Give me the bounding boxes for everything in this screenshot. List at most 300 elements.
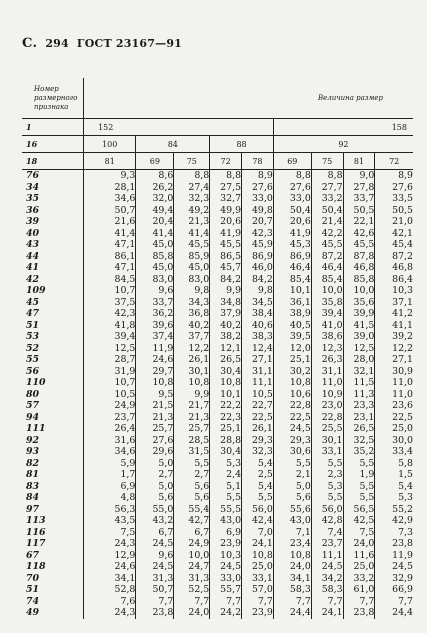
table-row xyxy=(22,435,413,447)
cell: 52,8 xyxy=(84,584,136,596)
row-16 xyxy=(22,136,413,153)
cell: 40,2 xyxy=(210,320,242,332)
cell: 42,5 xyxy=(343,515,375,527)
cell: 21,3 xyxy=(174,216,210,228)
cell: 12,5 xyxy=(343,343,375,355)
header-title: Величина размер xyxy=(84,78,413,119)
cell: 30,4 xyxy=(210,446,242,458)
cell: 46,8 xyxy=(392,262,413,273)
cell: 12,3 xyxy=(311,343,343,355)
cell: 22,3 xyxy=(210,412,242,424)
cell: 21,4 xyxy=(311,216,343,228)
cell: 31,9 xyxy=(84,366,136,378)
cell: 88 xyxy=(210,136,274,153)
cell: 32,9 xyxy=(392,572,413,584)
cell: 12,2 xyxy=(174,343,210,355)
cell: 33,2 xyxy=(311,193,343,205)
cell: 32,1 xyxy=(343,366,375,378)
cell: 83,0 xyxy=(136,274,174,286)
header-label: Номер размерного признака xyxy=(22,78,84,119)
row-label: 36 xyxy=(22,205,84,217)
cell: 42,3 xyxy=(242,228,274,240)
cell: 69 xyxy=(273,153,311,170)
cell: 9,6 xyxy=(136,550,174,562)
cell: 43,2 xyxy=(136,515,174,527)
cell: 47,1 xyxy=(84,239,136,251)
cell: 33,7 xyxy=(343,193,375,205)
row-label: 83 xyxy=(22,481,84,493)
cell: 2,7 xyxy=(136,469,174,481)
cell: 45,4 xyxy=(392,239,413,250)
cell: 75 xyxy=(311,153,343,170)
cell: 24,5 xyxy=(392,561,413,572)
cell: 24,2 xyxy=(210,607,242,619)
table-row xyxy=(22,331,413,343)
cell: 37,9 xyxy=(210,308,242,320)
row-label: 84 xyxy=(22,492,84,504)
cell: 11,9 xyxy=(392,549,413,561)
cell: 34,1 xyxy=(84,573,136,585)
cell: 8,9 xyxy=(242,170,274,182)
row-label: 97 xyxy=(22,504,84,516)
cell: 45,5 xyxy=(174,239,210,251)
cell: 22,1 xyxy=(343,216,375,228)
cell: 28,5 xyxy=(174,435,210,447)
cell: 45,5 xyxy=(343,239,375,251)
cell: 33,1 xyxy=(242,573,274,585)
cell: 9,9 xyxy=(210,285,242,297)
cell: 27,6 xyxy=(242,182,274,194)
row-label: 92 xyxy=(22,435,84,447)
cell: 5,9 xyxy=(84,458,136,470)
cell: 23,7 xyxy=(84,412,136,424)
cell: 5,3 xyxy=(210,458,242,470)
table-row xyxy=(22,561,413,573)
page-number: 294 xyxy=(45,37,69,50)
cell: 43,0 xyxy=(210,515,242,527)
table-row xyxy=(22,354,413,366)
table-row xyxy=(22,446,413,458)
cell: 56,0 xyxy=(311,504,343,516)
cell: 10,8 xyxy=(273,377,311,389)
cell: 33,5 xyxy=(392,193,413,204)
cell: 27,6 xyxy=(273,182,311,194)
row-label: 56 xyxy=(22,366,84,378)
cell: 25,0 xyxy=(343,561,375,573)
cell: 41,5 xyxy=(343,320,375,332)
row-label: 47 xyxy=(22,308,84,320)
cell: 81 xyxy=(84,153,136,170)
cell: 24,4 xyxy=(273,607,311,619)
table-row xyxy=(22,538,413,550)
cell: 49,2 xyxy=(174,205,210,217)
cell: 84,2 xyxy=(210,274,242,286)
cell: 7,5 xyxy=(84,527,136,539)
table-row xyxy=(22,423,413,435)
cell: 22,5 xyxy=(392,411,413,423)
cell: 31,1 xyxy=(242,366,274,378)
row-label: 116 xyxy=(22,527,84,539)
table-row xyxy=(22,274,413,286)
table-row xyxy=(22,400,413,412)
cell: 21,3 xyxy=(136,412,174,424)
measurements-table xyxy=(22,78,413,619)
cell: 42,3 xyxy=(84,308,136,320)
cell: 34,5 xyxy=(242,297,274,309)
cell: 32,7 xyxy=(210,193,242,205)
row-label: 118 xyxy=(22,561,84,573)
cell: 55,4 xyxy=(174,504,210,516)
cell: 45,9 xyxy=(242,239,274,251)
cell: 10,5 xyxy=(242,389,274,401)
cell: 11,1 xyxy=(311,550,343,562)
cell: 11,3 xyxy=(343,389,375,401)
cell: 85,8 xyxy=(343,274,375,286)
cell: 5,3 xyxy=(398,492,413,503)
cell: 5,4 xyxy=(242,458,274,470)
row-1 xyxy=(22,119,413,136)
cell: 12,9 xyxy=(84,550,136,562)
cell: 41,9 xyxy=(273,228,311,240)
cell: 10,8 xyxy=(273,550,311,562)
table-row xyxy=(22,607,413,619)
cell: 24,9 xyxy=(174,538,210,550)
cell: 30,0 xyxy=(392,434,413,446)
cell: 57,0 xyxy=(242,584,274,596)
row-label: 82 xyxy=(22,458,84,470)
cell: 30,4 xyxy=(210,366,242,378)
cell: 45,7 xyxy=(210,262,242,274)
cell: 30,2 xyxy=(273,366,311,378)
cell: 45,3 xyxy=(273,239,311,251)
row-label: 34 xyxy=(22,182,84,194)
cell: 22,5 xyxy=(273,412,311,424)
cell: 2,5 xyxy=(242,469,274,481)
cell: 20,6 xyxy=(210,216,242,228)
cell: 25,5 xyxy=(311,423,343,435)
cell: 24,3 xyxy=(84,607,136,619)
cell: 56,0 xyxy=(242,504,274,516)
table-row xyxy=(22,458,413,470)
cell: 26,1 xyxy=(242,423,274,435)
cell: 24,7 xyxy=(174,561,210,573)
cell: 39,0 xyxy=(343,331,375,343)
table-row xyxy=(22,584,413,596)
cell: 86,1 xyxy=(84,251,136,263)
cell: 20,7 xyxy=(242,216,274,228)
cell: 42,8 xyxy=(311,515,343,527)
cell: 10,6 xyxy=(273,389,311,401)
cell: 27,1 xyxy=(392,354,413,365)
cell: 9,9 xyxy=(174,389,210,401)
cell: 36,8 xyxy=(174,308,210,320)
cell: 39,6 xyxy=(136,320,174,332)
cell: 26,2 xyxy=(136,182,174,194)
cell: 24,0 xyxy=(273,561,311,573)
cell: 4,8 xyxy=(84,492,136,504)
cell: 39,9 xyxy=(343,308,375,320)
table-row xyxy=(22,412,413,424)
table-row xyxy=(22,573,413,585)
cell: 45,0 xyxy=(136,239,174,251)
cell: 36,1 xyxy=(273,297,311,309)
cell: 2,4 xyxy=(210,469,242,481)
cell: 5,6 xyxy=(273,492,311,504)
cell: 50,4 xyxy=(273,205,311,217)
cell: 5,5 xyxy=(210,492,242,504)
cell: 26,1 xyxy=(174,354,210,366)
cell: 41,0 xyxy=(311,320,343,332)
cell: 12,5 xyxy=(84,343,136,355)
cell: 25,1 xyxy=(210,423,242,435)
cell: 49,9 xyxy=(210,205,242,217)
cell: 7,1 xyxy=(273,527,311,539)
table-row xyxy=(22,527,413,539)
cell: 42,2 xyxy=(311,228,343,240)
table-row xyxy=(22,239,413,251)
table-row xyxy=(22,389,413,401)
cell: 29,3 xyxy=(242,435,274,447)
cell: 6,7 xyxy=(136,527,174,539)
cell: 8,9 xyxy=(398,170,413,181)
row-label: 39 xyxy=(22,216,84,228)
cell: 43,5 xyxy=(84,515,136,527)
table-row xyxy=(22,492,413,504)
cell: 42,1 xyxy=(392,227,413,239)
cell: 22,8 xyxy=(273,400,311,412)
cell: 85,4 xyxy=(311,274,343,286)
cell: 81 xyxy=(343,153,375,170)
cell: 32,5 xyxy=(343,435,375,447)
standard-code: ГОСТ 23167—91 xyxy=(76,37,183,50)
cell: 24,1 xyxy=(311,607,343,619)
cell: 55,6 xyxy=(273,504,311,516)
cell: 7,7 xyxy=(136,596,174,608)
cell: 39,2 xyxy=(392,331,413,342)
table-row xyxy=(22,320,413,332)
cell: 35,2 xyxy=(343,446,375,458)
table-row xyxy=(22,228,413,240)
cell: 7,7 xyxy=(174,596,210,608)
cell: 58,3 xyxy=(273,584,311,596)
cell: 27,8 xyxy=(343,182,375,194)
cell: 52,5 xyxy=(174,584,210,596)
table-row xyxy=(22,251,413,263)
cell: 8,6 xyxy=(136,170,174,182)
cell: 33,4 xyxy=(392,446,413,457)
cell: 23,8 xyxy=(136,607,174,619)
table-row xyxy=(22,262,413,274)
cell: 22,5 xyxy=(242,412,274,424)
cell: 29,7 xyxy=(136,366,174,378)
cell: 5,5 xyxy=(343,481,375,493)
cell: 85,8 xyxy=(136,251,174,263)
cell: 50,4 xyxy=(311,205,343,217)
cell: 31,5 xyxy=(174,446,210,458)
cell: 10,8 xyxy=(136,377,174,389)
cell: 28,0 xyxy=(343,354,375,366)
cell: 5,4 xyxy=(242,481,274,493)
cell: 32,0 xyxy=(136,193,174,205)
cell: 31,1 xyxy=(311,366,343,378)
cell: 27,1 xyxy=(242,354,274,366)
cell: 34,6 xyxy=(84,193,136,205)
cell: 32,3 xyxy=(242,446,274,458)
cell: 55,0 xyxy=(136,504,174,516)
cell: 10,0 xyxy=(311,285,343,297)
cell: 24,6 xyxy=(136,354,174,366)
cell: 83,0 xyxy=(174,274,210,286)
cell: 39,4 xyxy=(84,331,136,343)
cell: 10,8 xyxy=(242,550,274,562)
cell: 46,0 xyxy=(242,262,274,274)
cell: 30,1 xyxy=(174,366,210,378)
cell: 33,0 xyxy=(242,193,274,205)
cell: 26,5 xyxy=(343,423,375,435)
cell: 2,3 xyxy=(311,469,343,481)
cell: 45,0 xyxy=(174,262,210,274)
table-row xyxy=(22,515,413,527)
cell: 11,5 xyxy=(343,377,375,389)
row-label: 18 xyxy=(22,153,84,170)
cell: 25,0 xyxy=(392,423,413,434)
cell: 9,5 xyxy=(136,389,174,401)
cell: 56,5 xyxy=(343,504,375,516)
cell: 38,3 xyxy=(242,331,274,343)
row-label: 67 xyxy=(22,550,84,562)
cell: 5,0 xyxy=(136,481,174,493)
cell: 34,1 xyxy=(273,573,311,585)
row-label: 49 xyxy=(22,607,84,619)
cell: 12,0 xyxy=(273,343,311,355)
cell: 5,5 xyxy=(311,492,343,504)
cell: 41,1 xyxy=(392,319,413,331)
header-row xyxy=(22,78,413,119)
cell: 56,3 xyxy=(84,504,136,516)
cell: 12,4 xyxy=(242,343,274,355)
cell: 30,9 xyxy=(392,365,413,377)
cell: 10,0 xyxy=(174,550,210,562)
cell: 10,9 xyxy=(311,389,343,401)
cell: 35,6 xyxy=(343,297,375,309)
cell: 55,7 xyxy=(210,584,242,596)
cell: 10,7 xyxy=(84,377,136,389)
cell: 152 xyxy=(84,119,274,136)
row-label: 41 xyxy=(22,262,84,274)
row-label: 35 xyxy=(22,193,84,205)
cell: 27,7 xyxy=(311,182,343,194)
cell: 42,4 xyxy=(242,515,274,527)
cell: 24,0 xyxy=(174,607,210,619)
cell: 21,7 xyxy=(174,400,210,412)
table-row xyxy=(22,377,413,389)
cell: 35,8 xyxy=(311,297,343,309)
cell: 31,6 xyxy=(84,435,136,447)
cell: 42,9 xyxy=(392,515,413,526)
cell: 5,1 xyxy=(210,481,242,493)
cell: 22,2 xyxy=(210,400,242,412)
cell: 7,5 xyxy=(343,527,375,539)
cell: 25,7 xyxy=(174,423,210,435)
cell: 25,1 xyxy=(273,354,311,366)
cell: 29,6 xyxy=(136,446,174,458)
cell: 50,5 xyxy=(343,205,375,217)
cell: 5,0 xyxy=(273,481,311,493)
cell: 23,4 xyxy=(273,538,311,550)
cell: 7,4 xyxy=(311,527,343,539)
cell: 23,7 xyxy=(311,538,343,550)
cell: 26,5 xyxy=(210,354,242,366)
cell: 23,3 xyxy=(343,400,375,412)
cell: 40,5 xyxy=(273,320,311,332)
cell: 10,5 xyxy=(84,389,136,401)
cell: 7,7 xyxy=(343,596,375,608)
cell: 2,7 xyxy=(174,469,210,481)
table-row xyxy=(22,216,413,228)
row-label: 57 xyxy=(22,400,84,412)
cell: 8,8 xyxy=(273,170,311,182)
cell: 11,0 xyxy=(392,377,413,388)
cell: 5,6 xyxy=(174,481,210,493)
cell: 33,2 xyxy=(343,573,375,585)
cell: 5,3 xyxy=(311,481,343,493)
cell: 23,1 xyxy=(343,412,375,424)
table-row xyxy=(22,366,413,378)
cell: 25,0 xyxy=(242,561,274,573)
cell: 46,4 xyxy=(311,262,343,274)
cell: 49,8 xyxy=(242,205,274,217)
cell: 41,8 xyxy=(84,320,136,332)
cell: 37,7 xyxy=(174,331,210,343)
table-row xyxy=(22,308,413,320)
cell: 20,4 xyxy=(136,216,174,228)
cell: 92 xyxy=(273,136,413,153)
cell: 84 xyxy=(136,136,210,153)
cell: 7,7 xyxy=(210,596,242,608)
cell: 23,9 xyxy=(210,538,242,550)
cell: 2,1 xyxy=(273,469,311,481)
cell: 66,9 xyxy=(392,584,413,595)
row-label: 111 xyxy=(22,423,84,435)
cell: 10,3 xyxy=(210,550,242,562)
cell: 6,9 xyxy=(210,527,242,539)
cell: 5,6 xyxy=(174,492,210,504)
cell: 37,1 xyxy=(392,296,413,308)
cell: 10,8 xyxy=(210,377,242,389)
cell: 72 xyxy=(375,153,413,170)
cell: 38,6 xyxy=(311,331,343,343)
cell: 40,6 xyxy=(242,320,274,332)
cell: 49,4 xyxy=(136,205,174,217)
cell: 24,5 xyxy=(273,423,311,435)
cell: 7,3 xyxy=(398,526,413,538)
cell: 5,6 xyxy=(136,492,174,504)
cell: 31,3 xyxy=(174,573,210,585)
row-label: 93 xyxy=(22,446,84,458)
table-row xyxy=(22,182,413,194)
row-label: 1 xyxy=(22,119,84,136)
cell: 33,0 xyxy=(273,193,311,205)
cell: 27,6 xyxy=(392,181,413,193)
row-label: 81 xyxy=(22,469,84,481)
cell: 37,4 xyxy=(136,331,174,343)
cell: 61,0 xyxy=(343,584,375,596)
cell: 46,4 xyxy=(273,262,311,274)
cell: 42,7 xyxy=(174,515,210,527)
cell: 31,3 xyxy=(136,573,174,585)
cell: 50,5 xyxy=(392,204,413,216)
cell: 36,2 xyxy=(136,308,174,320)
